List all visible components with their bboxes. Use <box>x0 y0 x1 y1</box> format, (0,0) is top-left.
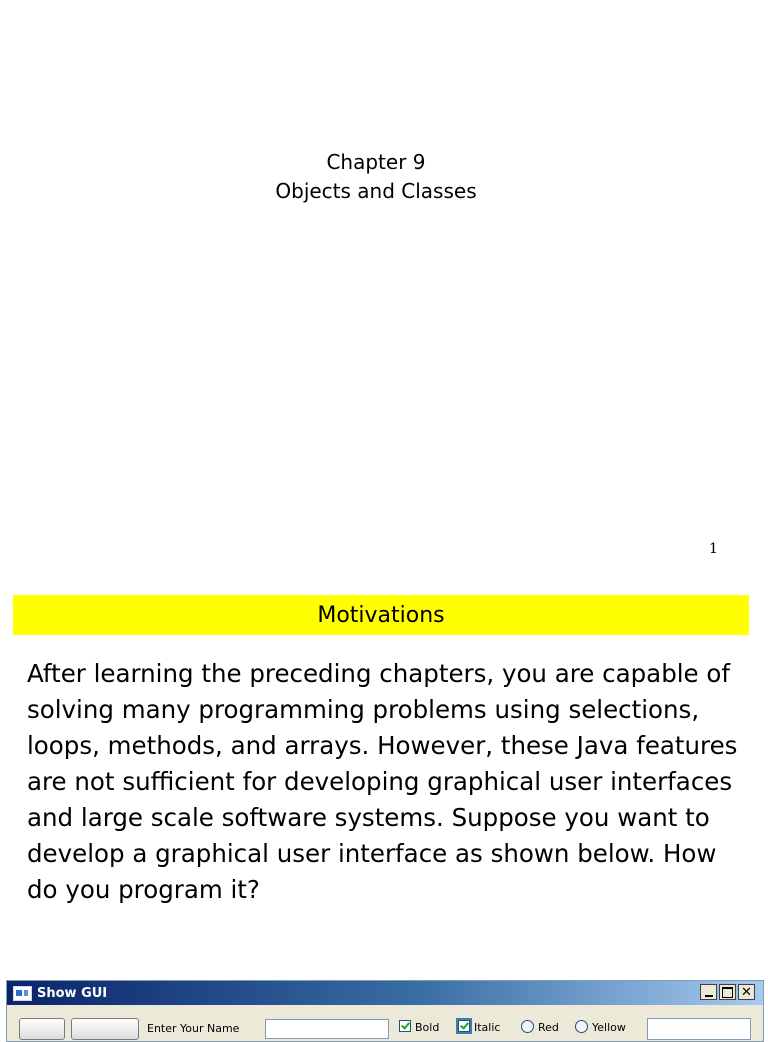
motivations-heading-bar <box>13 595 749 635</box>
bold-checkbox[interactable] <box>399 1020 411 1032</box>
motivations-heading: Motivations <box>317 602 445 628</box>
gui-content <box>7 1005 763 1041</box>
slide-2 <box>0 576 768 1035</box>
name-label: Enter Your Name <box>147 1022 240 1035</box>
red-radio-label: Red <box>538 1021 559 1034</box>
chapter-heading: Chapter 9 <box>326 150 426 174</box>
window-controls <box>698 984 755 1000</box>
window-app-icon <box>13 986 32 1001</box>
chapter-subtitle: Objects and Classes <box>275 179 477 203</box>
yellow-radio[interactable] <box>575 1020 588 1033</box>
gui-window-title: Show GUI <box>37 985 108 1001</box>
bold-checkbox-label: Bold <box>415 1021 440 1034</box>
yellow-radio-label: Yellow <box>592 1021 626 1034</box>
maximize-icon[interactable] <box>719 984 736 1000</box>
gui-button-2[interactable] <box>71 1018 139 1040</box>
italic-checkbox-label: Italic <box>474 1021 501 1034</box>
gui-titlebar[interactable] <box>7 981 763 1005</box>
color-combo-box[interactable] <box>647 1018 751 1040</box>
gui-button-1[interactable] <box>19 1018 65 1040</box>
red-radio[interactable] <box>521 1020 534 1033</box>
motivations-body: After learning the preceding chapters, you are capable of solving many programming problems using selections, loops, methods, and arrays. However, these Java features are not sufficient for developing graphical user interfaces and large scale software systems. Suppose you want to develop a graphical user interface as shown below. How do you program it? <box>27 659 738 904</box>
gui-window <box>6 980 764 1042</box>
page-number: 1 <box>709 541 718 557</box>
close-icon[interactable]: ✕ <box>738 984 755 1000</box>
italic-checkbox[interactable] <box>458 1020 470 1032</box>
minimize-icon[interactable] <box>700 984 717 1000</box>
name-text-field[interactable] <box>265 1019 389 1039</box>
title-block <box>0 148 752 206</box>
